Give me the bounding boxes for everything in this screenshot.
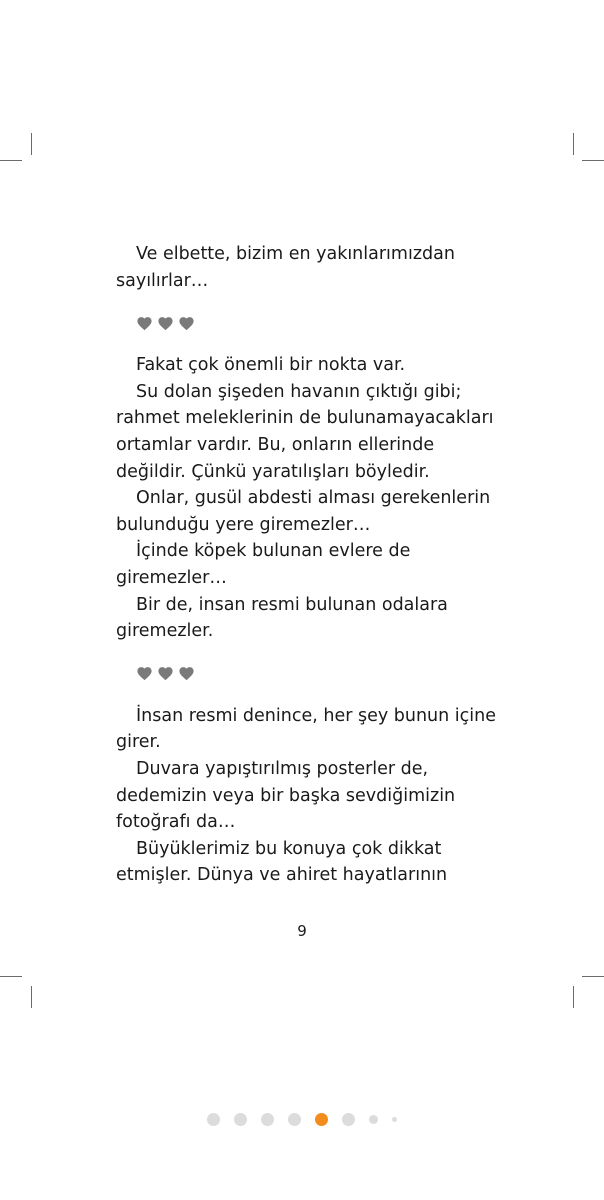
paragraph: Duvara yapıştırılmış posterler de, dedemizin veya bir başka sevdiğimizin fotoğrafı da… xyxy=(116,758,456,833)
page-dot[interactable] xyxy=(392,1117,397,1122)
crop-mark xyxy=(31,986,32,1008)
page-dot[interactable] xyxy=(288,1113,301,1126)
heart-icon xyxy=(136,315,153,332)
paragraph: Onlar, gusül abdesti alması gerekenlerin bulunduğu yere giremezler… xyxy=(116,488,491,535)
crop-mark xyxy=(582,160,604,161)
heart-icon xyxy=(178,315,195,332)
crop-mark xyxy=(31,133,32,155)
crop-mark xyxy=(573,986,574,1008)
page-dot[interactable] xyxy=(261,1113,274,1126)
crop-mark xyxy=(0,976,22,977)
paragraph: İnsan resmi denince, her şey bunun içine girer. xyxy=(116,705,497,753)
page-dot[interactable] xyxy=(207,1113,220,1126)
section-separator xyxy=(116,661,496,687)
paragraph: Büyüklerimiz bu konuya çok dikkat etmişler. Dünya ve ahiret hayatlarının xyxy=(116,838,448,886)
page-indicator xyxy=(0,1113,604,1126)
section-separator xyxy=(116,310,496,336)
paragraph: Su dolan şişeden havanın çıktığı gibi; rahmet meleklerinin de bulunamayacakları ortamlar vardır. Bu, onların ellerinde değildir. Çünkü yaratılışları böyledir. xyxy=(116,381,494,482)
page-dot[interactable] xyxy=(342,1113,355,1126)
crop-mark xyxy=(573,133,574,155)
heart-icon xyxy=(157,315,174,332)
paragraph: İçinde köpek bulunan evlere de giremezler… xyxy=(116,541,411,588)
heart-icon xyxy=(178,665,195,682)
page-dot[interactable] xyxy=(234,1113,247,1126)
heart-icon xyxy=(157,665,174,682)
paragraph: Bir de, insan resmi bulunan odalara giremezler. xyxy=(116,594,448,642)
page-dot[interactable] xyxy=(369,1115,378,1124)
paragraph: Ve elbette, bizim en yakınlarımızdan sayılırlar… xyxy=(116,244,455,291)
page-text xyxy=(116,241,496,889)
page-dot-active[interactable] xyxy=(315,1113,328,1126)
paragraph: Fakat çok önemli bir nokta var. xyxy=(136,355,406,376)
page-number: 9 xyxy=(297,922,307,940)
crop-mark xyxy=(582,976,604,977)
crop-mark xyxy=(0,160,22,161)
heart-icon xyxy=(136,665,153,682)
